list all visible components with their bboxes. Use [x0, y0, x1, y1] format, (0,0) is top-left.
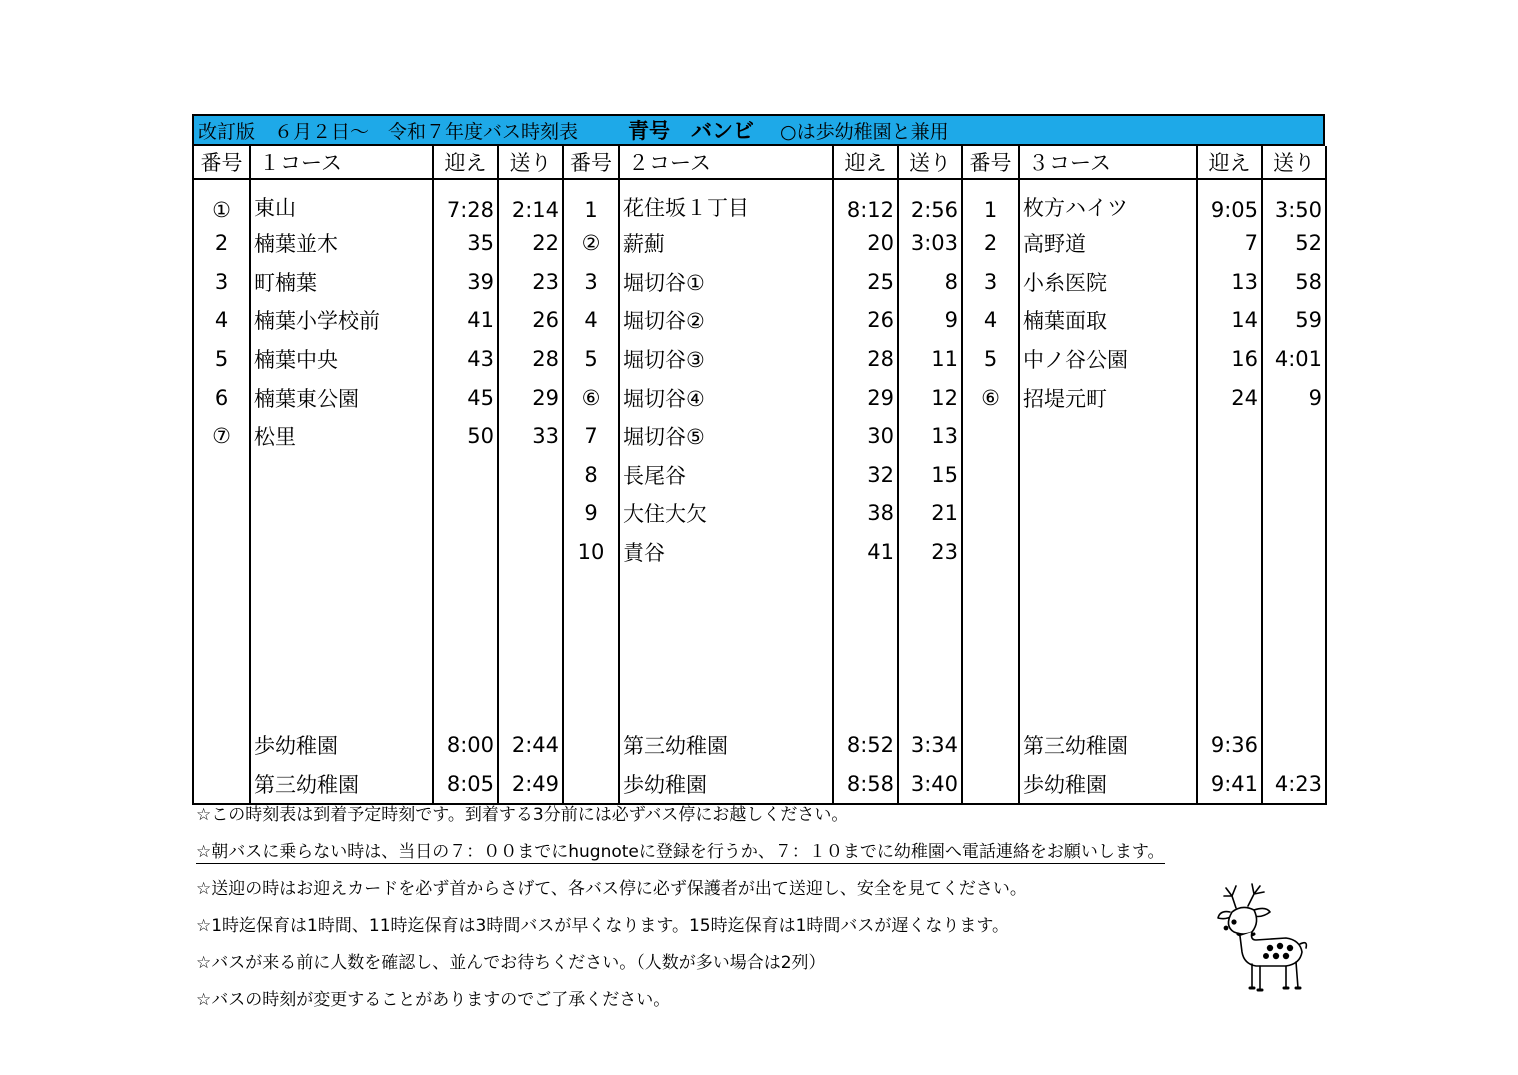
pickup-time	[433, 687, 498, 726]
dropoff-time: 29	[498, 378, 563, 417]
pickup-time: 7:28	[433, 179, 498, 224]
table-row	[193, 378, 1326, 417]
bus-name: 青号 バンビ	[628, 119, 755, 143]
pickup-time: 32	[833, 456, 898, 495]
stop-name: 中ノ谷公園	[1019, 340, 1197, 379]
stop-number	[563, 764, 619, 804]
stop-number: ⑥	[962, 378, 1019, 417]
stop-number: 8	[563, 456, 619, 495]
stop-number	[193, 456, 250, 495]
title-bar	[192, 114, 1325, 146]
stop-name	[250, 456, 433, 495]
stop-number	[962, 533, 1019, 572]
pickup-time: 8:00	[433, 726, 498, 765]
stop-name: 第三幼稚園	[250, 764, 433, 804]
pickup-time: 39	[433, 263, 498, 302]
stop-name: 東山	[250, 179, 433, 224]
stop-number	[563, 726, 619, 765]
dropoff-time: 26	[498, 301, 563, 340]
note: ☆朝バスに乗らない時は、当日の７：００までにhugnoteに登録を行うか、７：１０までに幼稚園へ電話連絡をお願いします。	[196, 842, 1165, 862]
stop-number: 10	[563, 533, 619, 572]
stop-number	[193, 610, 250, 649]
stop-name: 堀切谷⑤	[619, 417, 833, 456]
pickup-time	[1197, 417, 1262, 456]
stop-name: 高野道	[1019, 224, 1197, 263]
stop-name: 松里	[250, 417, 433, 456]
stop-name	[1019, 610, 1197, 649]
pickup-time	[433, 494, 498, 533]
note: ☆この時刻表は到着予定時刻です。到着する3分前には必ずバス停にお越しください。	[196, 805, 849, 825]
stop-name: 責谷	[619, 533, 833, 572]
stop-number: ⑥	[563, 378, 619, 417]
dropoff-time	[1262, 417, 1326, 456]
stop-name: 大住大欠	[619, 494, 833, 533]
dropoff-time	[498, 533, 563, 572]
dropoff-time: 4:23	[1262, 764, 1326, 804]
timetable-sheet	[192, 114, 1325, 805]
pickup-time	[433, 456, 498, 495]
col-num: 番号	[962, 146, 1019, 179]
pickup-time: 24	[1197, 378, 1262, 417]
stop-name: 堀切谷①	[619, 263, 833, 302]
pickup-time: 43	[433, 340, 498, 379]
pickup-time	[1197, 687, 1262, 726]
stop-name	[619, 687, 833, 726]
dropoff-time: 28	[498, 340, 563, 379]
stop-number: 5	[563, 340, 619, 379]
pickup-time: 41	[433, 301, 498, 340]
dropoff-time	[1262, 649, 1326, 688]
pickup-time: 29	[833, 378, 898, 417]
col-dropoff: 送り	[898, 146, 962, 179]
stop-name: 歩幼稚園	[1019, 764, 1197, 804]
dropoff-time	[498, 687, 563, 726]
dropoff-time: 52	[1262, 224, 1326, 263]
title-note: ○は歩幼稚園と兼用	[780, 120, 949, 143]
stop-name	[250, 533, 433, 572]
stop-name: 花住坂１丁目	[619, 179, 833, 224]
table-row	[193, 456, 1326, 495]
table-row	[193, 571, 1326, 610]
table-row	[193, 224, 1326, 263]
col-course2: ２コース	[619, 146, 833, 179]
stop-number	[962, 494, 1019, 533]
dropoff-time: 2:56	[898, 179, 962, 224]
dropoff-time	[498, 494, 563, 533]
dropoff-time	[898, 649, 962, 688]
stop-number: 9	[563, 494, 619, 533]
stop-name	[1019, 533, 1197, 572]
pickup-time: 45	[433, 378, 498, 417]
stop-name: 歩幼稚園	[250, 726, 433, 765]
table-row	[193, 340, 1326, 379]
table-row	[193, 263, 1326, 302]
stop-number	[193, 649, 250, 688]
dropoff-time: 23	[898, 533, 962, 572]
stop-number: 3	[563, 263, 619, 302]
stop-number: 5	[962, 340, 1019, 379]
stop-number	[193, 571, 250, 610]
pickup-time: 28	[833, 340, 898, 379]
dropoff-time	[498, 456, 563, 495]
pickup-time	[833, 687, 898, 726]
stop-number: 4	[193, 301, 250, 340]
stop-name: 枚方ハイツ	[1019, 179, 1197, 224]
note: ☆バスの時刻が変更することがありますのでご了承ください。	[196, 990, 671, 1010]
stop-name	[619, 610, 833, 649]
dropoff-time: 23	[498, 263, 563, 302]
stop-name	[1019, 649, 1197, 688]
col-pickup: 迎え	[1197, 146, 1262, 179]
timetable-body	[193, 179, 1326, 804]
col-dropoff: 送り	[498, 146, 563, 179]
dropoff-time: 3:03	[898, 224, 962, 263]
dropoff-time	[1262, 726, 1326, 765]
stop-number	[962, 571, 1019, 610]
stop-number	[193, 533, 250, 572]
dropoff-time: 2:14	[498, 179, 563, 224]
stop-name: 小糸医院	[1019, 263, 1197, 302]
stop-name	[250, 494, 433, 533]
pickup-time	[433, 571, 498, 610]
dropoff-time: 11	[898, 340, 962, 379]
table-row	[193, 417, 1326, 456]
stop-number: 3	[193, 263, 250, 302]
table-row	[193, 179, 1326, 224]
dropoff-time	[1262, 533, 1326, 572]
stop-number	[962, 610, 1019, 649]
stop-number	[193, 494, 250, 533]
stop-name	[1019, 571, 1197, 610]
stop-name	[1019, 494, 1197, 533]
note: ☆バスが来る前に人数を確認し、並んでお待ちください。（人数が多い場合は2列）	[196, 953, 826, 973]
stop-number	[962, 456, 1019, 495]
dropoff-time	[898, 571, 962, 610]
stop-number	[962, 649, 1019, 688]
dropoff-time: 59	[1262, 301, 1326, 340]
stop-number	[193, 687, 250, 726]
stop-name: 第三幼稚園	[1019, 726, 1197, 765]
pickup-time: 35	[433, 224, 498, 263]
stop-number: 3	[962, 263, 1019, 302]
dropoff-time: 8	[898, 263, 962, 302]
pickup-time: 16	[1197, 340, 1262, 379]
dropoff-time: 2:49	[498, 764, 563, 804]
stop-name: 堀切谷③	[619, 340, 833, 379]
stop-name	[250, 687, 433, 726]
stop-number: 4	[962, 301, 1019, 340]
title-text: 改訂版 ６月２日～ 令和７年度バス時刻表	[198, 120, 579, 143]
dropoff-time	[898, 610, 962, 649]
pickup-time	[833, 571, 898, 610]
pickup-time: 30	[833, 417, 898, 456]
dropoff-time	[1262, 610, 1326, 649]
stop-number: 5	[193, 340, 250, 379]
stop-number: ⑦	[193, 417, 250, 456]
dropoff-time: 2:44	[498, 726, 563, 765]
pickup-time: 8:58	[833, 764, 898, 804]
stop-name	[619, 571, 833, 610]
stop-number: 7	[563, 417, 619, 456]
pickup-time	[433, 610, 498, 649]
stop-number	[962, 764, 1019, 804]
stop-number	[962, 417, 1019, 456]
stop-name: 第三幼稚園	[619, 726, 833, 765]
stop-name	[250, 610, 433, 649]
pickup-time: 26	[833, 301, 898, 340]
dropoff-time: 9	[898, 301, 962, 340]
table-row	[193, 649, 1326, 688]
pickup-time: 41	[833, 533, 898, 572]
pickup-time	[833, 649, 898, 688]
table-row	[193, 764, 1326, 804]
dropoff-time	[1262, 456, 1326, 495]
stop-number	[962, 726, 1019, 765]
pickup-time: 9:05	[1197, 179, 1262, 224]
col-num: 番号	[563, 146, 619, 179]
header-row	[193, 146, 1326, 179]
stop-name: 楠葉東公園	[250, 378, 433, 417]
stop-number: ②	[563, 224, 619, 263]
stop-number: 2	[193, 224, 250, 263]
pickup-time: 20	[833, 224, 898, 263]
stop-name: 楠葉面取	[1019, 301, 1197, 340]
pickup-time: 8:05	[433, 764, 498, 804]
stop-name: 楠葉並木	[250, 224, 433, 263]
stop-number	[563, 687, 619, 726]
pickup-time: 8:52	[833, 726, 898, 765]
col-pickup: 迎え	[433, 146, 498, 179]
stop-name	[619, 649, 833, 688]
dropoff-time: 9	[1262, 378, 1326, 417]
dropoff-time: 15	[898, 456, 962, 495]
pickup-time	[433, 649, 498, 688]
pickup-time: 7	[1197, 224, 1262, 263]
deer-icon	[1212, 878, 1312, 998]
pickup-time	[1197, 533, 1262, 572]
pickup-time	[833, 610, 898, 649]
dropoff-time: 12	[898, 378, 962, 417]
table-row	[193, 301, 1326, 340]
dropoff-time	[898, 687, 962, 726]
pickup-time	[1197, 571, 1262, 610]
dropoff-time	[498, 610, 563, 649]
stop-name	[1019, 417, 1197, 456]
stop-number: 4	[563, 301, 619, 340]
dropoff-time	[1262, 494, 1326, 533]
dropoff-time	[498, 649, 563, 688]
stop-name: 堀切谷④	[619, 378, 833, 417]
stop-name	[1019, 456, 1197, 495]
dropoff-time: 58	[1262, 263, 1326, 302]
stop-name: 堀切谷②	[619, 301, 833, 340]
col-course3: ３コース	[1019, 146, 1197, 179]
dropoff-time: 3:34	[898, 726, 962, 765]
dropoff-time	[498, 571, 563, 610]
table-row	[193, 494, 1326, 533]
stop-number	[193, 764, 250, 804]
note: ☆送迎の時はお迎えカードを必ず首からさげて、各バス停に必ず保護者が出て送迎し、安全を見てください。	[196, 879, 1027, 899]
stop-number	[563, 571, 619, 610]
pickup-time: 9:36	[1197, 726, 1262, 765]
dropoff-time	[1262, 571, 1326, 610]
stop-name	[250, 649, 433, 688]
stop-name: 楠葉小学校前	[250, 301, 433, 340]
note: ☆1時迄保育は1時間、11時迄保育は3時間バスが早くなります。15時迄保育は1時間バスが遅くなります。	[196, 916, 1010, 936]
pickup-time: 13	[1197, 263, 1262, 302]
table-row	[193, 726, 1326, 765]
dropoff-time	[1262, 687, 1326, 726]
stop-name: 長尾谷	[619, 456, 833, 495]
stop-name: 招堤元町	[1019, 378, 1197, 417]
col-course1: １コース	[250, 146, 433, 179]
stop-name: 町楠葉	[250, 263, 433, 302]
notes	[196, 800, 1165, 1022]
stop-number	[563, 649, 619, 688]
stop-name: 歩幼稚園	[619, 764, 833, 804]
col-dropoff: 送り	[1262, 146, 1326, 179]
pickup-time: 14	[1197, 301, 1262, 340]
pickup-time: 8:12	[833, 179, 898, 224]
table-row	[193, 687, 1326, 726]
stop-name: 楠葉中央	[250, 340, 433, 379]
pickup-time: 50	[433, 417, 498, 456]
stop-number: 6	[193, 378, 250, 417]
stop-name	[1019, 687, 1197, 726]
dropoff-time: 21	[898, 494, 962, 533]
dropoff-time: 13	[898, 417, 962, 456]
stop-name	[250, 571, 433, 610]
stop-number: ①	[193, 179, 250, 224]
pickup-time: 38	[833, 494, 898, 533]
dropoff-time: 3:40	[898, 764, 962, 804]
pickup-time	[433, 533, 498, 572]
stop-number: 1	[962, 179, 1019, 224]
table-row	[193, 610, 1326, 649]
table-row	[193, 533, 1326, 572]
col-pickup: 迎え	[833, 146, 898, 179]
stop-number	[962, 687, 1019, 726]
stop-name: 薪薊	[619, 224, 833, 263]
timetable	[192, 146, 1327, 805]
pickup-time: 25	[833, 263, 898, 302]
pickup-time: 9:41	[1197, 764, 1262, 804]
dropoff-time: 22	[498, 224, 563, 263]
stop-number	[563, 610, 619, 649]
stop-number	[193, 726, 250, 765]
pickup-time	[1197, 610, 1262, 649]
pickup-time	[1197, 456, 1262, 495]
dropoff-time: 4:01	[1262, 340, 1326, 379]
pickup-time	[1197, 494, 1262, 533]
pickup-time	[1197, 649, 1262, 688]
dropoff-time: 3:50	[1262, 179, 1326, 224]
stop-number: 2	[962, 224, 1019, 263]
col-num: 番号	[193, 146, 250, 179]
dropoff-time: 33	[498, 417, 563, 456]
stop-number: 1	[563, 179, 619, 224]
